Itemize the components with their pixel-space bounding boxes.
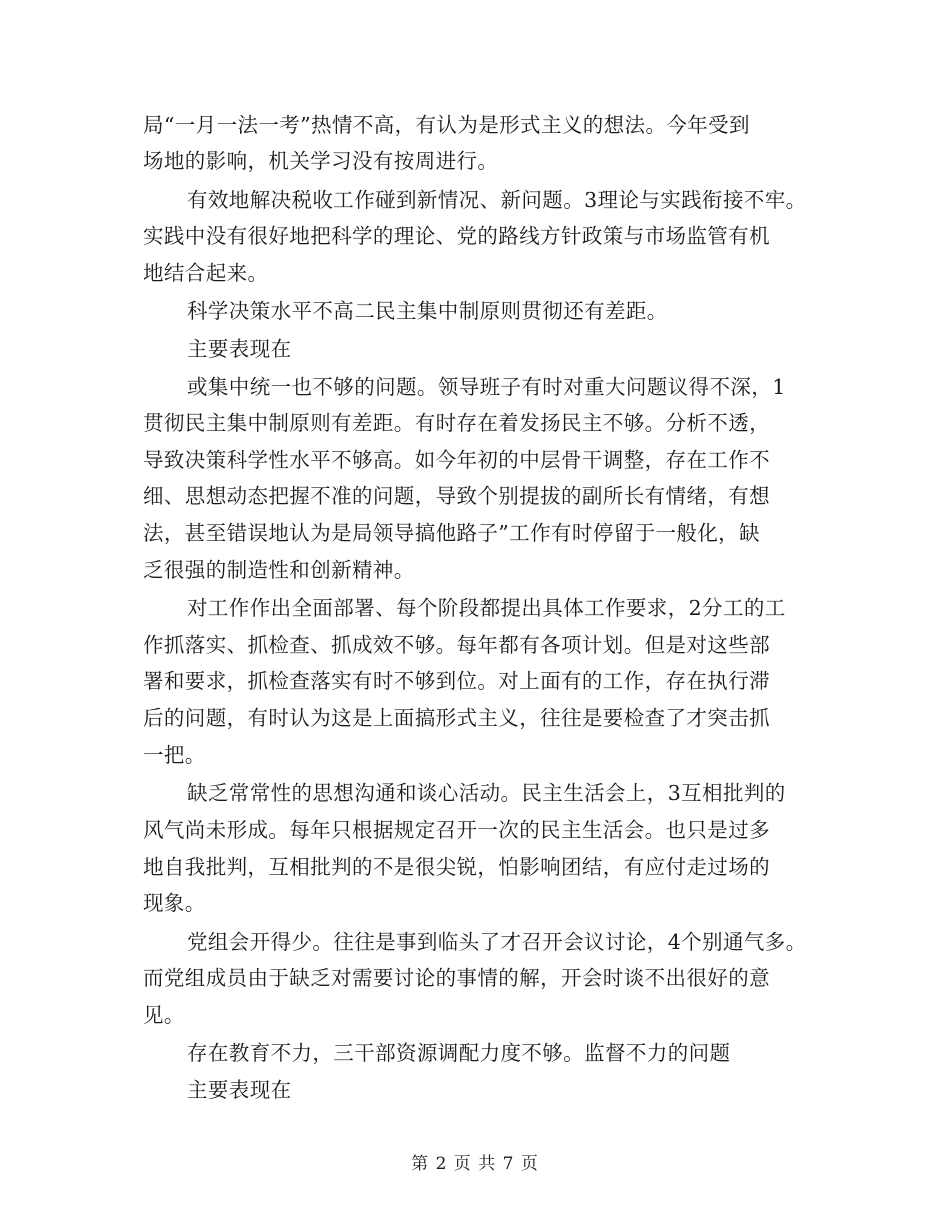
text-line: 作抓落实、抓检查、抓成效不够。每年都有各项计划。但是对这些部 bbox=[143, 633, 770, 657]
text-line: 后的问题，有时认为这是上面搞形式主义，往往是要检查了才突击抓 bbox=[143, 706, 770, 730]
text-line: 贯彻民主集中制原则有差距。有时存在着发扬民主不够。分析不透， bbox=[143, 411, 770, 435]
text-line: 科学决策水平不高二民主集中制原则贯彻还有差距。 bbox=[187, 299, 668, 323]
text-line: 存在教育不力，三干部资源调配力度不够。监督不力的问题 bbox=[187, 1041, 731, 1065]
text-line: 对工作作出全面部署、每个阶段都提出具体工作要求，2分工的工 bbox=[187, 596, 786, 620]
text-line: 一把。 bbox=[143, 743, 206, 767]
text-line: 有效地解决税收工作碰到新情况、新问题。3理论与实践衔接不牢。 bbox=[187, 188, 807, 212]
text-line: 缺乏常常性的思想沟通和谈心活动。民主生活会上，3互相批判的 bbox=[187, 781, 786, 805]
text-line: 地自我批判，互相批判的不是很尖锐，怕影响团结，有应付走过场的 bbox=[143, 855, 770, 879]
text-line: 主要表现在 bbox=[187, 337, 292, 361]
text-line: 而党组成员由于缺乏对需要讨论的事情的解，开会时谈不出很好的意 bbox=[143, 966, 770, 990]
text-line: 党组会开得少。往往是事到临头了才召开会议讨论，4个别通气多。 bbox=[187, 930, 807, 954]
text-line: 署和要求，抓检查落实有时不够到位。对上面有的工作，存在执行滞 bbox=[143, 669, 770, 693]
text-line: 现象。 bbox=[143, 891, 206, 915]
text-line: 地结合起来。 bbox=[143, 261, 269, 285]
text-line: 见。 bbox=[143, 1003, 185, 1027]
text-line: 实践中没有很好地把科学的理论、党的路线方针政策与市场监管有机 bbox=[143, 224, 770, 248]
page-number-footer: 第 2 页 共 7 页 bbox=[411, 1154, 539, 1174]
text-line: 法，甚至错误地认为是局领导搞他路子”工作有时停留于一般化，缺 bbox=[143, 521, 760, 545]
text-line: 或集中统一也不够的问题。领导班子有时对重大问题议得不深，1 bbox=[187, 375, 786, 399]
text-line: 导致决策科学性水平不够高。如今年初的中层骨干调整，存在工作不 bbox=[143, 448, 770, 472]
text-line: 乏很强的制造性和创新精神。 bbox=[143, 558, 415, 582]
text-line: 风气尚未形成。每年只根据规定召开一次的民主生活会。也只是过多 bbox=[143, 818, 770, 842]
text-line: 局“一月一法一考”热情不高，有认为是形式主义的想法。今年受到 bbox=[143, 113, 750, 137]
text-line: 主要表现在 bbox=[187, 1078, 292, 1102]
text-line: 场地的影响，机关学习没有按周进行。 bbox=[143, 149, 499, 173]
text-line: 细、思想动态把握不准的问题，导致个别提拔的副所长有情绪，有想 bbox=[143, 484, 770, 508]
